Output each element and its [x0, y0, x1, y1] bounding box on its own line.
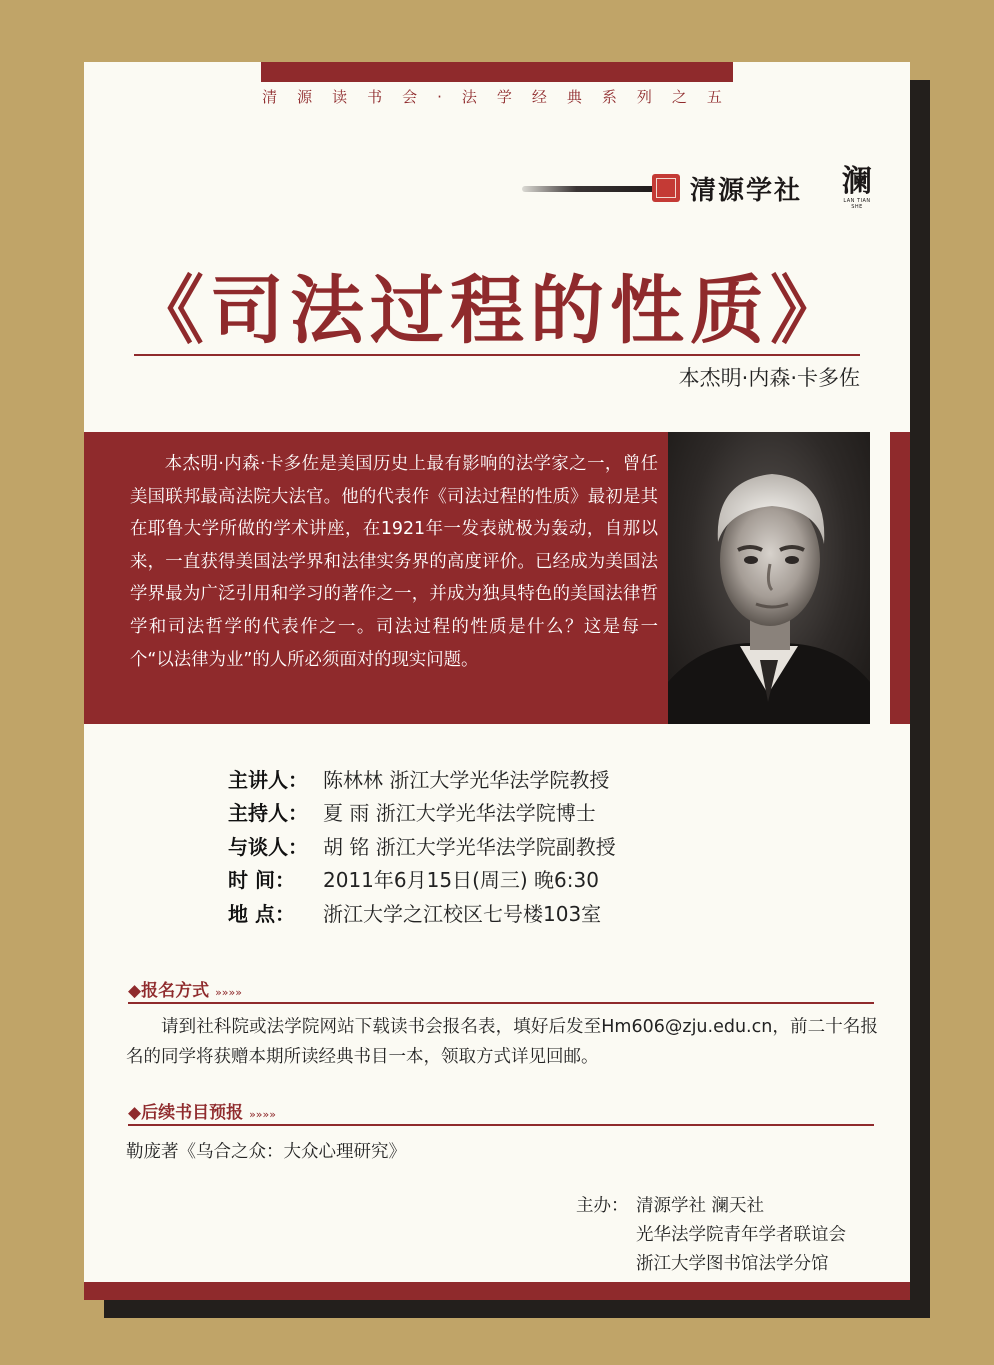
info-value: 夏 雨 浙江大学光华法学院博士 — [323, 801, 596, 826]
info-location — [228, 898, 616, 931]
title-rule — [134, 354, 860, 356]
info-value: 陈林林 浙江大学光华法学院教授 — [323, 768, 610, 792]
organizers — [576, 1192, 846, 1279]
organizer-line — [576, 1250, 846, 1279]
info-host — [228, 797, 616, 830]
organizer-line — [576, 1192, 846, 1221]
info-label: 与谈人： — [228, 834, 308, 859]
next-book-arrows: »»»» — [249, 1108, 276, 1121]
poster — [84, 62, 910, 1300]
author-portrait — [668, 432, 870, 724]
qingyuan-society-logo: 清源学社 — [690, 176, 803, 206]
info-label: 主讲人： — [228, 768, 308, 792]
series-title: 清源读书会·法学经典系列之五 — [262, 88, 742, 106]
info-value: 2011年6月15日(周三) 晚6:30 — [323, 868, 599, 893]
ink-brush-stroke — [522, 186, 658, 192]
red-seal-icon — [652, 174, 680, 202]
info-discussant — [228, 831, 616, 864]
next-book-heading — [128, 1098, 874, 1126]
organizer-name: 清源学社 澜天社 — [636, 1196, 765, 1216]
info-label: 主持人： — [228, 801, 308, 826]
info-speaker — [228, 764, 616, 797]
portrait-image — [668, 432, 870, 724]
author-name: 本杰明·内森·卡多佐 — [678, 366, 860, 390]
lan-logo-sub: LAN TIAN SHE — [843, 198, 871, 210]
info-time — [228, 864, 616, 897]
book-title: 《司法过程的性质》 — [130, 268, 850, 354]
registration-arrows: »»»» — [215, 986, 242, 999]
organizer-name: 浙江大学图书馆法学分馆 — [636, 1254, 829, 1274]
organizer-name: 光华法学院青年学者联谊会 — [636, 1225, 846, 1245]
intro-text: 本杰明·内森·卡多佐是美国历史上最有影响的法学家之一，曾任美国联邦最高法院大法官。他的代表作《司法过程的性质》最初是其在耶鲁大学所做的学术讲座，在1921年一发表就极为轰动，自那以来，一直获得美国法学界和法律实务界的高度评价。已经成为美国法学界最为广泛引用和学习的著作之一，并成为独具特色的美国法律哲学和司法哲学的代表作之一。司法过程的性质是什么？这是每一个“以法律为业”的人所必须面对的现实问题。 — [130, 454, 658, 670]
intro-panel — [84, 432, 668, 724]
next-book-heading-label: ◆后续书目预报 — [128, 1103, 244, 1123]
info-value: 胡 铭 浙江大学光华法学院副教授 — [323, 834, 616, 859]
event-info-list — [228, 764, 616, 931]
info-label: 时 间： — [228, 868, 295, 893]
info-label: 地 点： — [228, 901, 295, 926]
series-bar — [261, 62, 733, 82]
bottom-bar — [84, 1282, 910, 1300]
registration-heading-label: ◆报名方式 — [128, 981, 210, 1001]
organizer-label: 主办： — [576, 1196, 629, 1216]
lan-logo-char: 澜 — [842, 164, 872, 199]
lantian-society-logo — [838, 166, 876, 210]
registration-text: 请到社科院或法学院网站下载读书会报名表，填好后发至Hm606@zju.edu.cn，前二十名报名的同学将获赠本期所读经典书目一本，领取方式详见回邮。 — [126, 1017, 878, 1067]
right-accent-strip — [890, 432, 910, 724]
organizer-line — [576, 1221, 846, 1250]
registration-heading — [128, 976, 874, 1004]
info-value: 浙江大学之江校区七号楼103室 — [323, 901, 602, 926]
next-book-text: 勒庞著《乌合之众：大众心理研究》 — [126, 1142, 406, 1162]
